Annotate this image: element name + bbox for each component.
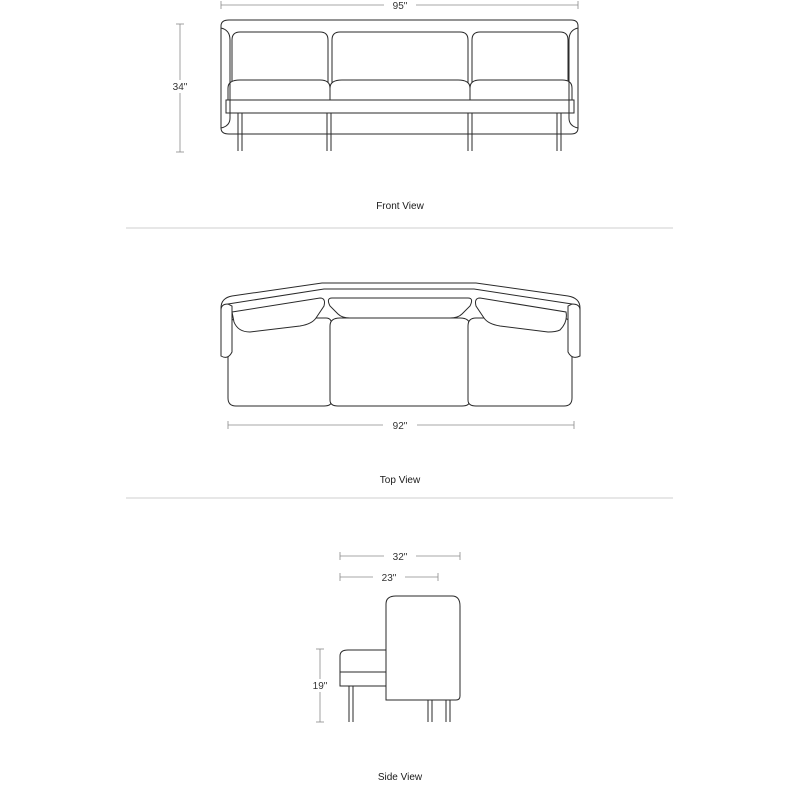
front-width-label: 95" — [392, 1, 408, 12]
side-seat-height-dimension — [306, 649, 334, 722]
side-depth-label: 32" — [392, 552, 408, 563]
front-view-caption: Front View — [376, 201, 424, 212]
top-width-label: 92" — [392, 421, 408, 432]
top-view-caption: Top View — [379, 475, 421, 486]
front-height-label: 34" — [172, 82, 188, 93]
side-seat-height-label: 19" — [312, 681, 328, 692]
front-width-dimension — [221, 0, 578, 12]
front-sofa — [221, 20, 578, 151]
side-sofa — [340, 596, 460, 722]
top-width-dimension — [228, 419, 574, 432]
side-seat-depth-label: 23" — [381, 573, 397, 584]
top-sofa — [221, 283, 580, 406]
front-height-dimension — [166, 24, 194, 152]
front-view — [166, 0, 578, 212]
side-depth-dimension — [340, 550, 460, 563]
top-view — [221, 283, 580, 486]
side-seat-depth-dimension — [340, 571, 438, 584]
side-view — [306, 550, 460, 783]
side-view-caption: Side View — [377, 772, 423, 783]
